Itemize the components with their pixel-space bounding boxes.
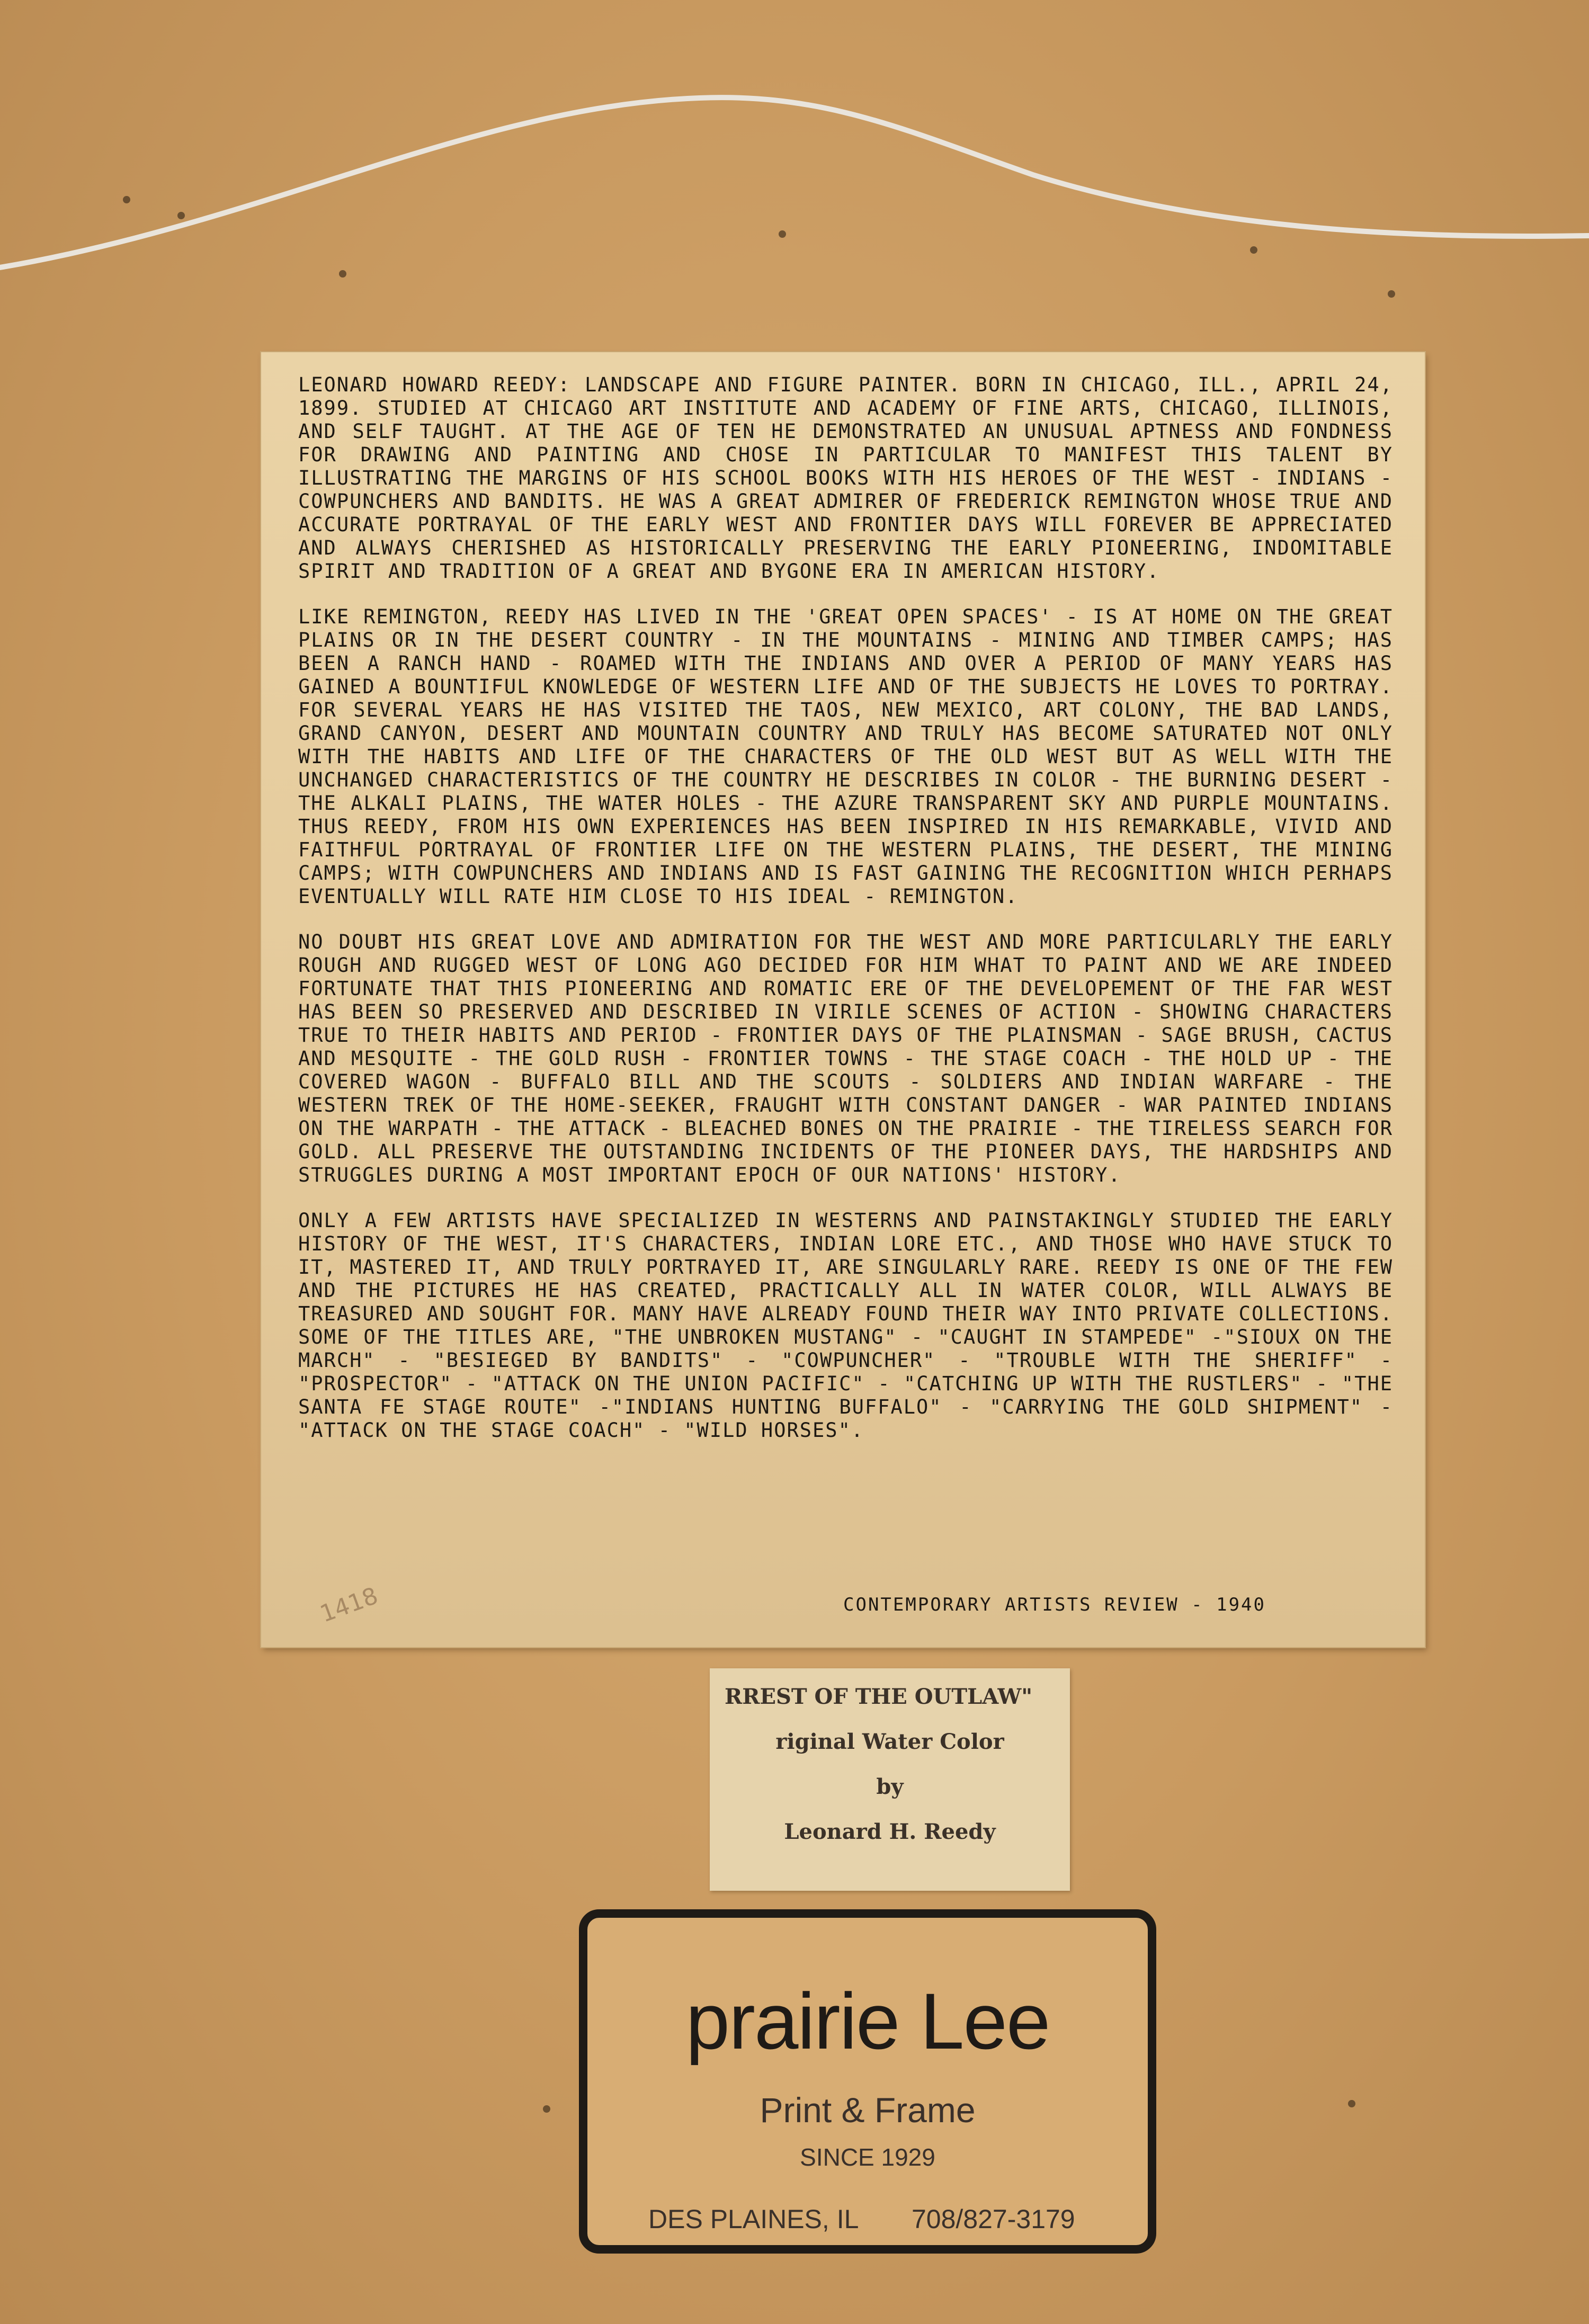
board-speck [177, 212, 185, 219]
framer-sticker [579, 1909, 1156, 2254]
article-paragraph: LIKE REMINGTON, REEDY HAS LIVED IN THE 'GREAT OPEN SPACES' - IS AT HOME ON THE GREAT PLAINS OR IN THE DESERT COUNTRY - IN THE MOUNTAINS - MINING AND TIMBER CAMPS; HAS BEEN A RANCH HAND - ROAMED WITH THE INDIANS AND OVER A PERIOD OF MANY YEARS HAS GAINED A BOUNTIFUL KNOWLEDGE OF WESTERN LIFE AND OF THE SUBJECTS HE LOVES TO PORTRAY. FOR SEVERAL YEARS HE HAS VISITED THE TAOS, NEW MEXICO, ART COLONY, THE BAD LANDS, GRAND CANYON, DESERT AND MOUNTAIN COUNTRY AND TRULY HAS BECOME SATURATED NOT ONLY WITH THE HABITS AND LIFE OF THE CHARACTERS OF THE OLD WEST BUT AS WELL WITH THE UNCHANGED CHARACTERISTICS OF THE COUNTRY HE DESCRIBES IN COLOR - THE BURNING DESERT - THE ALKALI PLAINS, THE WATER HOLES - THE AZURE TRANSPARENT SKY AND PURPLE MOUNTAINS. THUS REEDY, FROM HIS OWN EXPERIENCES HAS BEEN INSPIRED IN HIS REMARKABLE, VIVID AND FAITHFUL PORTRAYAL OF FRONTIER LIFE ON THE WESTERN PLAINS, THE DESERT, THE MINING CAMPS; WITH COWPUNCHERS AND INDIANS AND IS FAST GAINING THE RECOGNITION WHICH PERHAPS EVENTUALLY WILL RATE HIM CLOSE TO HIS IDEAL - REMINGTON. [298, 605, 1393, 908]
label-by: by [876, 1774, 904, 1799]
title-label [710, 1668, 1070, 1891]
artwork-title: RREST OF THE OUTLAW" [725, 1684, 1033, 1709]
typed-article-sheet [261, 352, 1425, 1647]
article-paragraph: ONLY A FEW ARTISTS HAVE SPECIALIZED IN WESTERNS AND PAINSTAKINGLY STUDIED THE EARLY HISTORY OF THE WEST, IT'S CHARACTERS, INDIAN LORE ETC., AND THOSE WHO HAVE STUCK TO IT, MASTERED IT, AND TRULY PORTRAYED IT, ARE SINGULARLY RARE. REEDY IS ONE OF THE FEW AND THE PICTURES HE HAS CREATED, PRACTICALLY ALL IN WATER COLOR, WILL ALWAYS BE TREASURED AND SOUGHT FOR. MANY HAVE ALREADY FOUND THEIR WAY INTO PRIVATE COLLECTIONS. SOME OF THE TITLES ARE, "THE UNBROKEN MUSTANG" - "CAUGHT IN STAMPEDE" -"SIOUX ON THE MARCH" - "BESIEGED BY BANDITS" - "COWPUNCHER" - "TROUBLE WITH THE SHERIFF" - "PROSPECTOR" - "ATTACK ON THE UNION PACIFIC" - "CATCHING UP WITH THE RUSTLERS" - "THE SANTA FE STAGE ROUTE" -"INDIANS HUNTING BUFFALO" - "CARRYING THE GOLD SHIPMENT" - "ATTACK ON THE STAGE COACH" - "WILD HORSES". [298, 1209, 1393, 1442]
framer-brand: prairie Lee [685, 1977, 1050, 2066]
board-speck [1250, 246, 1257, 254]
artist-name: Leonard H. Reedy [784, 1819, 996, 1844]
artwork-medium: riginal Water Color [775, 1729, 1004, 1754]
framer-since: SINCE 1929 [800, 2143, 935, 2171]
board-speck [339, 270, 346, 278]
hanging-wire [0, 0, 1589, 371]
board-speck [543, 2105, 550, 2113]
framer-phone: 708/827-3179 [912, 2204, 1075, 2234]
board-speck [123, 196, 130, 203]
framer-tagline: Print & Frame [760, 2090, 976, 2130]
article-paragraph: LEONARD HOWARD REEDY: LANDSCAPE AND FIGURE PAINTER. BORN IN CHICAGO, ILL., APRIL 24, 1899. STUDIED AT CHICAGO ART INSTITUTE AND ACADEMY OF FINE ARTS, CHICAGO, ILLINOIS, AND SELF TAUGHT. AT THE AGE OF TEN HE DEMONSTRATED AN UNUSUAL APTNESS AND FONDNESS FOR DRAWING AND PAINTING AND CHOSE IN PARTICULAR TO MANIFEST THIS TALENT BY ILLUSTRATING THE MARGINS OF HIS SCHOOL BOOKS WITH HIS HEROES OF THE WEST - INDIANS - COWPUNCHERS AND BANDITS. HE WAS A GREAT ADMIRER OF FREDERICK REMINGTON WHOSE TRUE AND ACCURATE PORTRAYAL OF THE EARLY WEST AND FRONTIER DAYS WILL FOREVER BE APPRECIATED AND ALWAYS CHERISHED AS HISTORICALLY PRESERVING THE EARLY PIONEERING, INDOMITABLE SPIRIT AND TRADITION OF A GREAT AND BYGONE ERA IN AMERICAN HISTORY. [298, 373, 1393, 583]
framer-location: DES PLAINES, IL [648, 2204, 859, 2234]
board-speck [1388, 290, 1395, 298]
article-source: CONTEMPORARY ARTISTS REVIEW - 1940 [843, 1594, 1266, 1615]
article-paragraph: NO DOUBT HIS GREAT LOVE AND ADMIRATION FOR THE WEST AND MORE PARTICULARLY THE EARLY ROUGH AND RUGGED WEST OF LONG AGO DECIDED FOR HIM WHAT TO PAINT AND WE ARE INDEED FORTUNATE THAT THIS PIONEERING AND ROMATIC ERE OF THE DEVELOPEMENT OF THE FAR WEST HAS BEEN SO PRESERVED AND DESCRIBED IN VIRILE SCENES OF ACTION - SHOWING CHARACTERS TRUE TO THEIR HABITS AND PERIOD - FRONTIER DAYS OF THE PLAINSMAN - SAGE BRUSH, CACTUS AND MESQUITE - THE GOLD RUSH - FRONTIER TOWNS - THE STAGE COACH - THE HOLD UP - THE COVERED WAGON - BUFFALO BILL AND THE SCOUTS - SOLDIERS AND INDIAN WARFARE - THE WESTERN TREK OF THE HOME-SEEKER, FRAUGHT WITH CONSTANT DANGER - WAR PAINTED INDIANS ON THE WARPATH - THE ATTACK - BLEACHED BONES ON THE PRAIRIE - THE TIRELESS SEARCH FOR GOLD. ALL PRESERVE THE OUTSTANDING INCIDENTS OF THE PIONEER DAYS, THE HARDSHIPS AND STRUGGLES DURING A MOST IMPORTANT EPOCH OF OUR NATIONS' HISTORY. [298, 931, 1393, 1186]
board-speck [779, 230, 786, 238]
pencil-note: 1418 [316, 1582, 382, 1628]
board-speck [1348, 2100, 1355, 2107]
